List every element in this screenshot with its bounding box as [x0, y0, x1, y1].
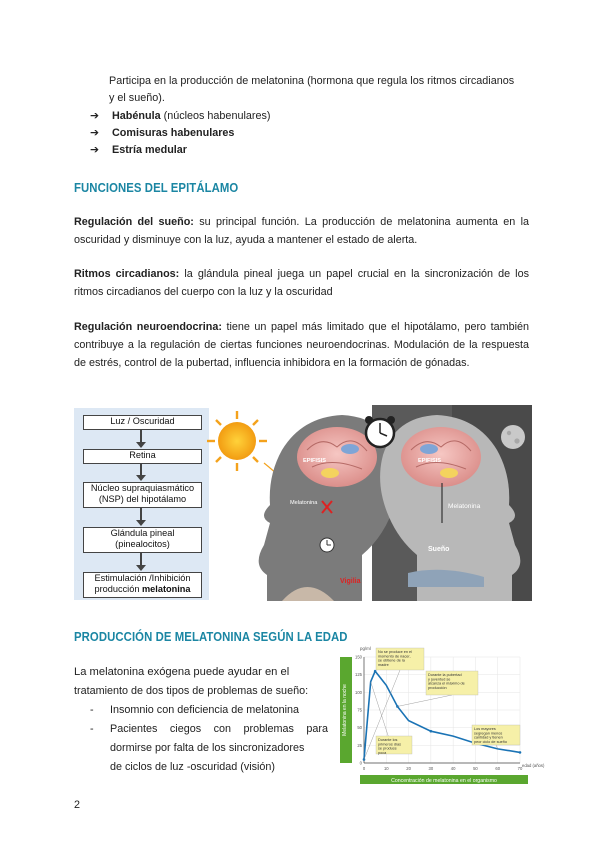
down-arrow-icon [140, 463, 142, 476]
x-tick-label: 0 [362, 766, 366, 771]
down-arrow-icon [140, 507, 142, 521]
x-tick-label: 20 [406, 766, 411, 771]
x-tick-label: 30 [428, 766, 434, 771]
flow-step-retina: Retina [83, 449, 202, 464]
x-tick-label: 70 [517, 766, 523, 771]
continuation-line-1: Participa en la producción de melatonina (hormona que regula los ritmos circadianos [109, 75, 515, 87]
melatonin-age-chart [338, 641, 545, 785]
flow-step-melatonin: Estimulación /Inhibición producción melatonina [83, 572, 202, 598]
section-title-production: PRODUCCIÓN DE MELATONINA SEGÚN LA EDAD [74, 629, 348, 644]
pineal-label-right: EPIFISIS [418, 458, 442, 464]
paragraph-neuroendocrine: Regulación neuroendocrina: tiene un papel más limitado que el hipotálamo, pero también contribuye a la regulación de ciertas funciones neuroendocrinas. Modulación de la respuesta de estrés, control de la pubertad, influencia inhibidora en la formación de gónadas. [74, 321, 530, 369]
y-tick-label: 125 [355, 672, 362, 678]
y-tick-label: 150 [355, 654, 362, 660]
list-item-continuation: dormirse por falta de los sincronizadores [110, 742, 305, 754]
sueno-label: Sueño [428, 546, 450, 553]
x-tick-label: 10 [383, 766, 389, 771]
chart-canvas [338, 641, 545, 785]
paragraph-sleep: Regulación del sueño: su principal función. La producción de melatonina aumenta en la oscuridad y disminuye con la luz, ayuda a mantener el estado de alerta. [74, 216, 529, 246]
arrow-right-icon: ➔ [90, 127, 100, 139]
page-number: 2 [74, 799, 81, 811]
flow-step-pineal: Glándula pineal (pinealocitos) [83, 527, 202, 553]
down-arrow-icon [140, 552, 142, 566]
dash-marker: - [90, 723, 94, 735]
list-item: Insomnio con deficiencia de melatonina [110, 704, 300, 716]
flow-step-light: Luz / Oscuridad [83, 415, 202, 430]
down-arrow-icon [140, 429, 142, 443]
data-point [519, 751, 522, 754]
day-night-illustration [212, 405, 532, 601]
section-title-functions: FUNCIONES DEL EPITÁLAMO [74, 180, 239, 195]
moon-icon [501, 425, 525, 449]
annotation-text: Durante los primeros días se produce poca [378, 738, 402, 755]
data-point [430, 730, 433, 733]
intro-line-2: tratamiento de dos tipos de problemas de sueño: [74, 685, 309, 697]
vigilia-label: Vigilia [340, 578, 361, 585]
annotation-text: No se produce en el momento de nacer, se obtiene de la madre [378, 650, 412, 667]
melatonin-label-left: Melatonina [290, 500, 318, 506]
y-tick-label: 0 [359, 760, 362, 766]
paragraph-circadian: Ritmos circadianos: la glándula pineal juega un papel crucial en la sincronización de los ritmos circadianos del cuerpo con la luz y la oscuridad [74, 268, 529, 298]
list-item: ➔ Estría medular [90, 144, 188, 156]
alarm-clock-icon [365, 416, 395, 447]
x-tick-label: 50 [473, 766, 478, 771]
list-item-continuation: de ciclos de luz -oscuridad (visión) [110, 761, 276, 773]
list-item: ➔ Comisuras habenulares [90, 127, 235, 139]
arrow-right-icon: ➔ [90, 144, 100, 156]
data-point [374, 670, 377, 673]
x-tick-label: 40 [450, 766, 456, 771]
intro-line-1: La melatonina exógena puede ayudar en el [74, 666, 290, 678]
x-unit-label: edad (años) [522, 763, 545, 768]
y-axis-label: Melatonina en la noche [342, 684, 348, 736]
annotation-text: Los mayores segregan menos cantidad y tienen peor ciclo de sueño [474, 727, 507, 744]
list-item: Pacientes ciegos con problemas para [110, 723, 328, 735]
dash-marker: - [90, 704, 94, 716]
list-item: ➔ Habénula (núcleos habenulares) [90, 110, 271, 122]
y-tick-label: 75 [357, 707, 362, 713]
y-tick-label: 50 [357, 725, 362, 731]
pineal-label-left: EPIFISIS [303, 458, 327, 464]
x-tick-label: 60 [495, 766, 501, 771]
flow-diagram [74, 408, 209, 600]
y-tick-label: 100 [355, 689, 362, 695]
flow-step-nsq: Núcleo supraquiasmático (NSP) del hipotálamo [83, 482, 202, 508]
data-point [363, 758, 366, 761]
melatonin-label-right: Melatonina [448, 503, 481, 510]
annotation-leader [397, 695, 452, 706]
arrow-right-icon: ➔ [90, 110, 100, 122]
continuation-line-2: y el sueño). [109, 92, 165, 104]
y-tick-label: 25 [357, 742, 362, 748]
y-unit-label: pg/ml [360, 646, 371, 651]
x-axis-label: Concentración de melatonina en el organismo [391, 778, 497, 784]
annotation-text: Durante la pubertad y juventud se alcanza el máximo de producción [428, 673, 465, 690]
